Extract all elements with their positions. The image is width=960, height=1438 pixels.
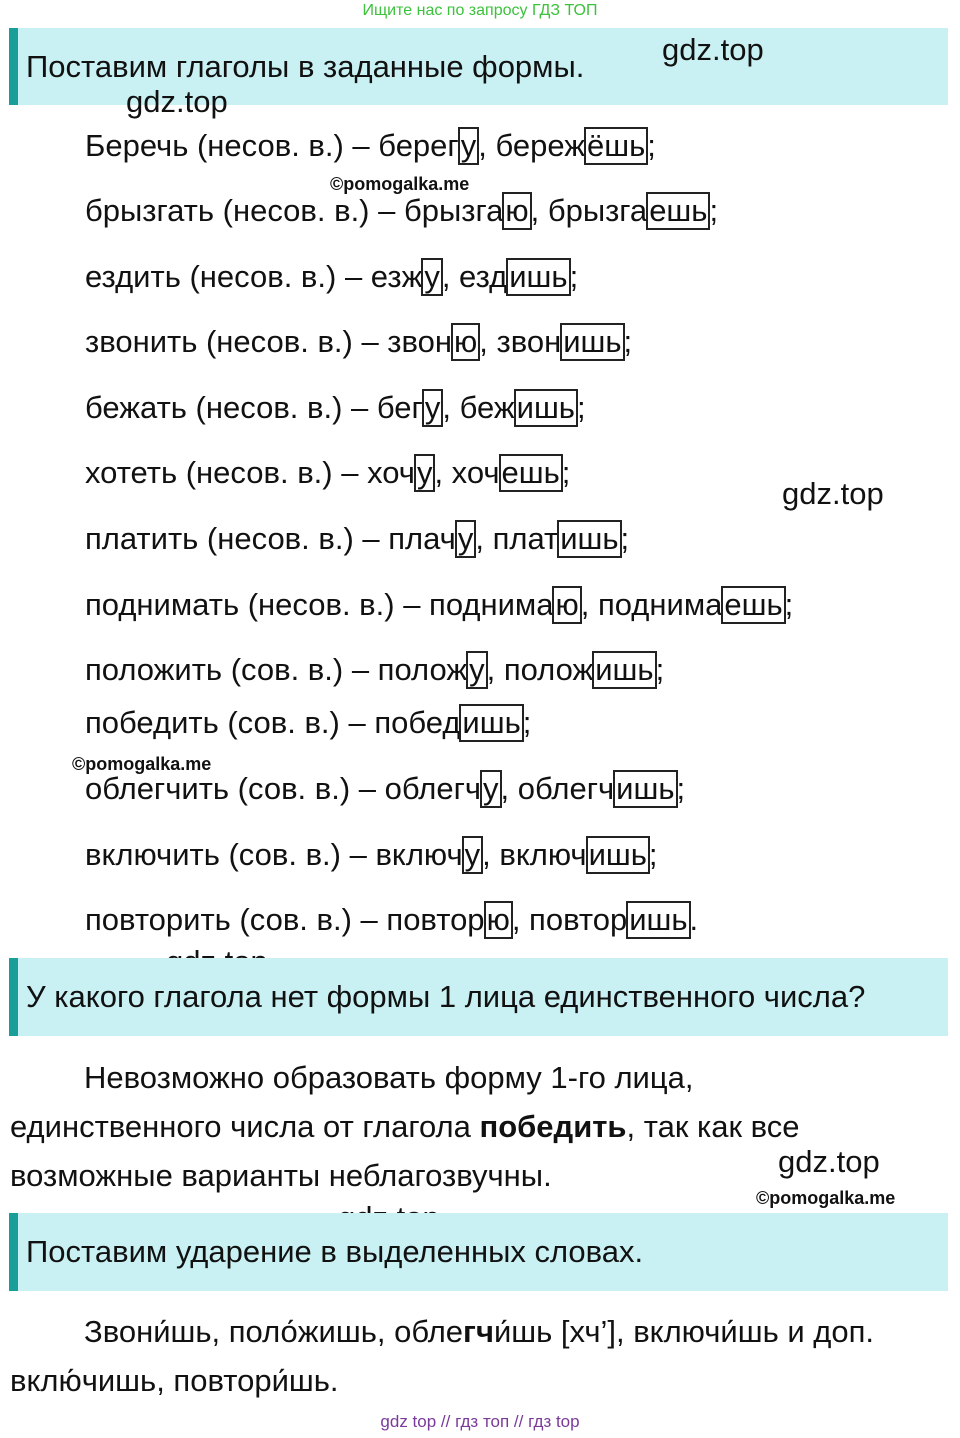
verb-text: Беречь (несов. в.) – берег <box>85 128 459 163</box>
ending-box: ишь <box>506 258 570 296</box>
verb-text: брызгать (несов. в.) – брызга <box>85 193 504 228</box>
verb-line <box>85 769 685 809</box>
watermark-pomogalka: ©pomogalka.me <box>72 754 212 774</box>
ending-box: у <box>455 520 477 558</box>
punctuation: . <box>689 902 699 937</box>
punctuation: ; <box>676 771 686 806</box>
answer-text: Невозможно образовать форму 1-го лица, <box>84 1060 694 1095</box>
verb-text: поднимать (несов. в.) – поднима <box>85 587 554 622</box>
ending-box: ешь <box>499 454 563 492</box>
verb-text: , включ <box>482 837 587 872</box>
verb-line <box>85 900 698 940</box>
answer-line <box>10 1053 950 1102</box>
verb-text: положить (сов. в.) – полож <box>85 652 468 687</box>
ending-box: у <box>466 651 488 689</box>
watermark-gdz: gdz.top <box>662 32 764 67</box>
answer-text: Звони́шь, поло́жишь, обле <box>84 1314 464 1349</box>
watermark-gdz: gdz.top <box>778 1144 880 1179</box>
ending-box: ю <box>451 323 480 361</box>
verb-line <box>85 257 578 297</box>
ending-box: ёшь <box>584 127 648 165</box>
punctuation: ; <box>522 705 532 740</box>
ending-box: ишь <box>560 323 624 361</box>
answer-text: единственного числа от глагола <box>10 1109 480 1144</box>
top-banner: Ищите нас по запросу ГДЗ ТОП <box>362 2 598 19</box>
ending-box: у <box>462 836 484 874</box>
verb-text: , облегч <box>500 771 615 806</box>
verb-text: облегчить (сов. в.) – облегч <box>85 771 482 806</box>
answer-line <box>10 1356 950 1405</box>
ending-box: ю <box>502 192 531 230</box>
answer-line <box>10 1307 950 1356</box>
ending-box: ишь <box>626 901 690 939</box>
punctuation: ; <box>648 837 658 872</box>
answer-bold-letters: гч <box>463 1314 494 1349</box>
answer-text: и́шь [хч’], включи́шь и доп. <box>493 1314 875 1349</box>
verb-text: ездить (несов. в.) – езж <box>85 259 423 294</box>
answer-bold-word: победить <box>479 1109 627 1144</box>
answer-text: , так как все <box>626 1109 800 1144</box>
ending-box: у <box>421 258 443 296</box>
verb-text: , полож <box>486 652 594 687</box>
verb-text: повторить (сов. в.) – повтор <box>85 902 485 937</box>
watermark-pomogalka: ©pomogalka.me <box>330 174 470 194</box>
ending-box: ишь <box>514 389 578 427</box>
verb-text: , брызга <box>530 193 648 228</box>
ending-box: ишь <box>586 836 650 874</box>
verb-text: , повтор <box>511 902 628 937</box>
verb-line <box>85 453 570 493</box>
section1-title: Поставим глаголы в заданные формы. <box>26 48 585 84</box>
verb-text: платить (несов. в.) – плач <box>85 521 456 556</box>
ending-box: ишь <box>613 770 677 808</box>
verb-line <box>85 703 531 743</box>
ending-box: у <box>422 389 444 427</box>
verb-line <box>85 519 629 559</box>
section2-title: У какого глагола нет формы 1 лица единственного числа? <box>26 979 866 1014</box>
verb-text: хотеть (несов. в.) – хоч <box>85 455 415 490</box>
watermark-gdz: gdz.top <box>126 84 228 119</box>
verb-line <box>85 650 664 690</box>
ending-box: ю <box>484 901 513 939</box>
verb-line <box>85 388 586 428</box>
verb-line <box>85 322 632 362</box>
verb-text: , беж <box>442 390 515 425</box>
verb-text: звонить (несов. в.) – звон <box>85 324 453 359</box>
punctuation: ; <box>647 128 656 163</box>
section2-header <box>9 958 948 1036</box>
ending-box: ишь <box>459 704 523 742</box>
ending-box: у <box>458 127 480 165</box>
punctuation: ; <box>709 193 719 228</box>
verb-text: победить (сов. в.) – побед <box>85 705 461 740</box>
ending-box: у <box>414 454 436 492</box>
punctuation: ; <box>784 587 794 622</box>
punctuation: ; <box>620 521 630 556</box>
ending-box: ишь <box>557 520 621 558</box>
verb-text: , звон <box>479 324 562 359</box>
section3-title: Поставим ударение в выделенных словах. <box>26 1234 644 1269</box>
verb-line <box>85 585 793 625</box>
punctuation: ; <box>576 390 586 425</box>
verb-text: , береж <box>478 128 585 163</box>
watermark-pomogalka: ©pomogalka.me <box>756 1188 896 1208</box>
punctuation: ; <box>569 259 579 294</box>
verb-line <box>85 191 718 231</box>
verb-line <box>85 835 658 875</box>
answer-text: возможные варианты неблагозвучны. <box>10 1158 552 1193</box>
footer-links: gdz top // гдз топ // гдз top <box>380 1412 580 1431</box>
verb-text: , езд <box>441 259 508 294</box>
watermark-gdz: gdz.top <box>782 476 884 511</box>
verb-text: бежать (несов. в.) – бег <box>85 390 423 425</box>
ending-box: ю <box>552 586 581 624</box>
section3-header <box>9 1213 948 1291</box>
punctuation: ; <box>623 324 633 359</box>
ending-box: ешь <box>646 192 710 230</box>
ending-box: у <box>480 770 502 808</box>
ending-box: ешь <box>721 586 785 624</box>
punctuation: ; <box>561 455 571 490</box>
answer-text: вклю́чишь, повтори́шь. <box>10 1363 339 1398</box>
verb-text: включить (сов. в.) – включ <box>85 837 463 872</box>
ending-box: ишь <box>592 651 656 689</box>
punctuation: ; <box>655 652 665 687</box>
verb-text: , хоч <box>434 455 500 490</box>
verb-line <box>85 126 656 166</box>
verb-text: , плат <box>475 521 559 556</box>
section3-answer <box>10 1307 950 1405</box>
verb-text: , поднима <box>580 587 723 622</box>
